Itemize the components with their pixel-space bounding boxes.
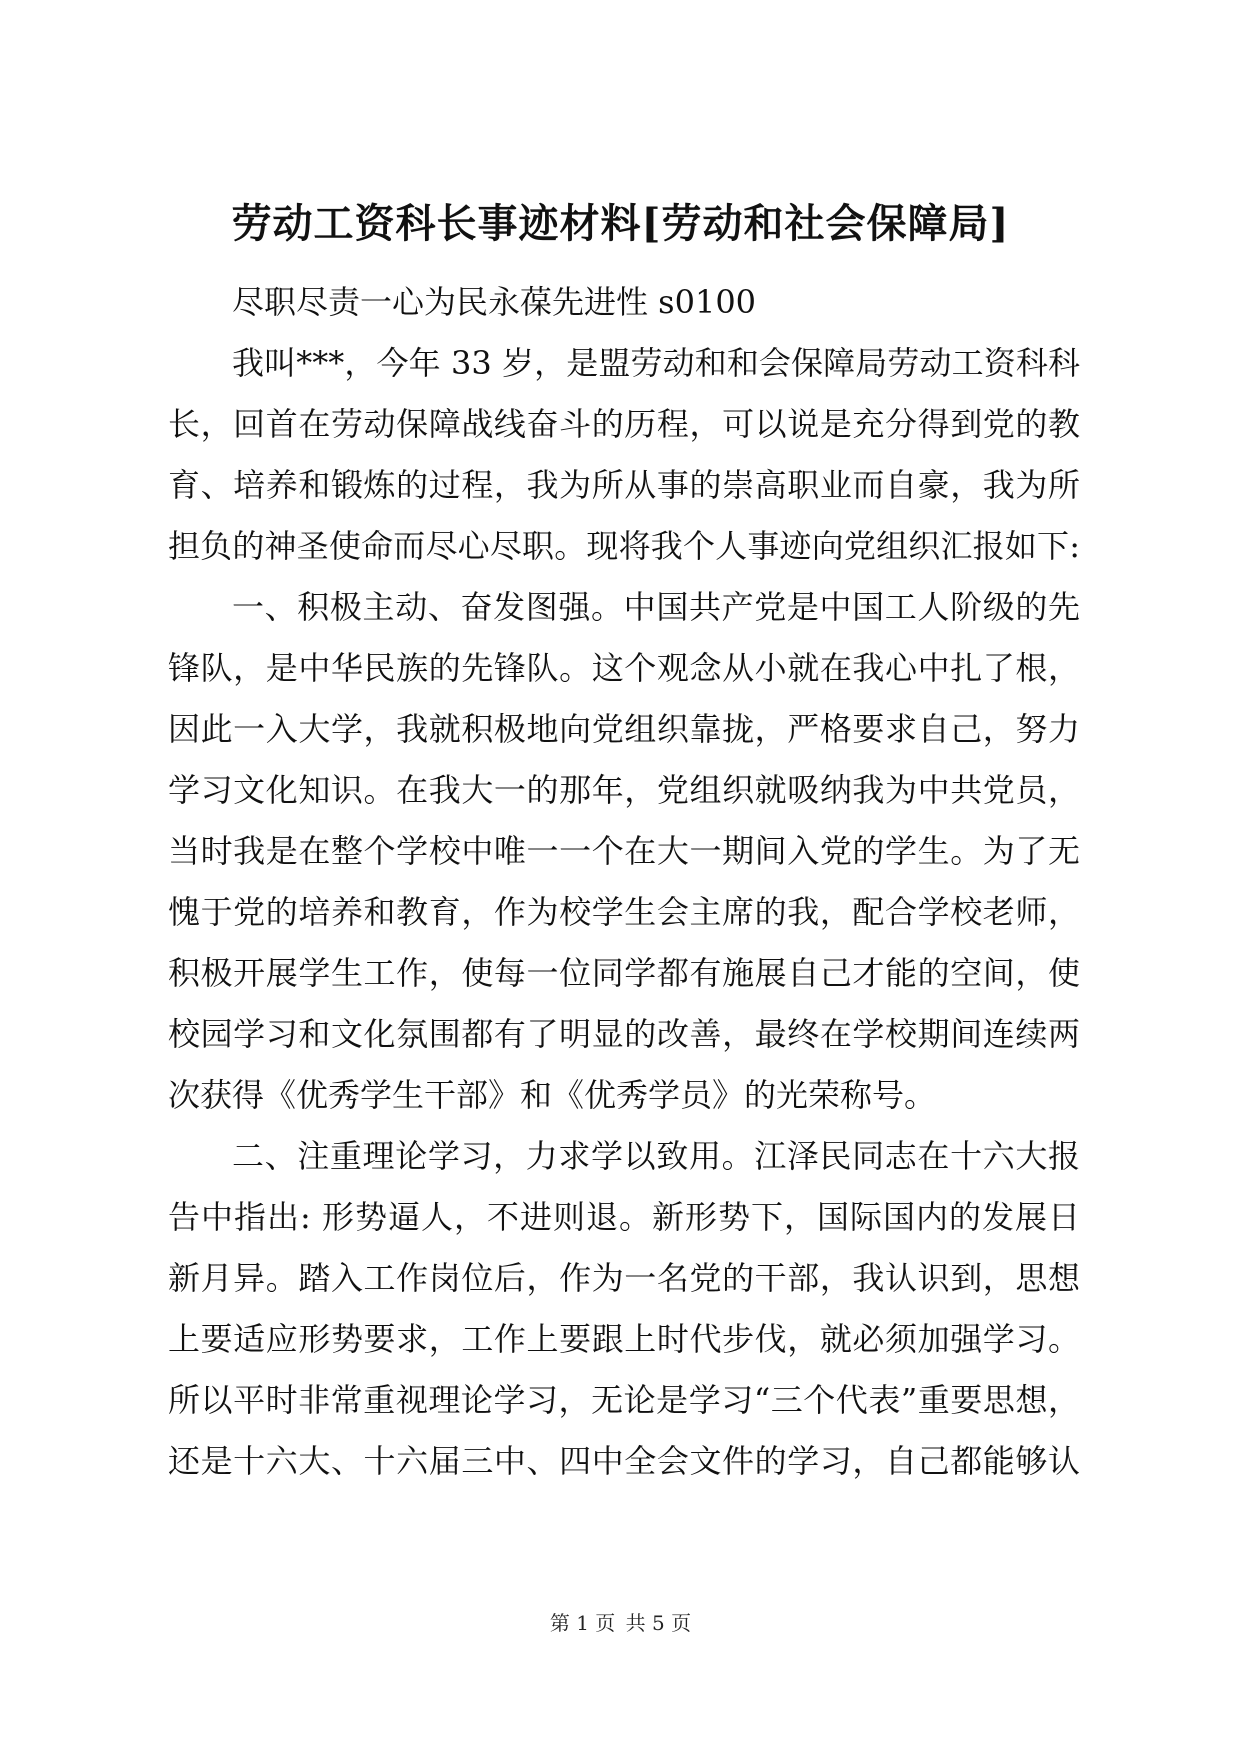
text-line: 上要适应形势要求，工作上要跟上时代步伐，就必须加强学习。 bbox=[168, 1320, 1080, 1358]
page-total: 共 5 页 bbox=[625, 1611, 692, 1635]
text-line: 新月异。踏入工作岗位后，作为一名党的干部，我认识到，思想 bbox=[168, 1259, 1080, 1297]
page-number: 第 1 页 bbox=[549, 1611, 616, 1635]
document-title: 劳动工资科长事迹材料[劳动和社会保障局] bbox=[231, 200, 1010, 247]
text-line: 当时我是在整个学校中唯一一个在大一期间入党的学生。为了无 bbox=[168, 832, 1080, 870]
text-line: 告中指出: 形势逼人，不进则退。新形势下，国际国内的发展日 bbox=[168, 1198, 1080, 1236]
text-line: 育、培养和锻炼的过程，我为所从事的崇高职业而自豪，我为所 bbox=[168, 466, 1080, 504]
text-line: 一、积极主动、奋发图强。中国共产党是中国工人阶级的先 bbox=[232, 588, 1080, 626]
text-line: 二、注重理论学习，力求学以致用。江泽民同志在十六大报 bbox=[232, 1137, 1080, 1175]
text-line: 所以平时非常重视理论学习，无论是学习“三个代表”重要思想， bbox=[168, 1381, 1080, 1419]
text-line: 积极开展学生工作，使每一位同学都有施展自己才能的空间，使 bbox=[168, 954, 1080, 992]
text-line: 还是十六大、十六届三中、四中全会文件的学习，自己都能够认 bbox=[168, 1442, 1080, 1480]
text-line: 次获得《优秀学生干部》和《优秀学员》的光荣称号。 bbox=[168, 1076, 937, 1114]
text-line: 学习文化知识。在我大一的那年，党组织就吸纳我为中共党员， bbox=[168, 771, 1080, 809]
text-line: 担负的神圣使命而尽心尽职。现将我个人事迹向党组织汇报如下: bbox=[168, 527, 1080, 565]
text-line: 我叫***，今年 33 岁，是盟劳动和和会保障局劳动工资科科 bbox=[232, 344, 1080, 382]
text-line: 愧于党的培养和教育，作为校学生会主席的我，配合学校老师， bbox=[168, 893, 1080, 931]
page-footer bbox=[0, 1608, 1241, 1638]
text-line: 尽职尽责一心为民永葆先进性 s0100 bbox=[232, 283, 757, 321]
text-line: 锋队，是中华民族的先锋队。这个观念从小就在我心中扎了根， bbox=[168, 649, 1080, 687]
text-line: 长，回首在劳动保障战线奋斗的历程，可以说是充分得到党的教 bbox=[168, 405, 1080, 443]
text-line: 因此一入大学，我就积极地向党组织靠拢，严格要求自己，努力 bbox=[168, 710, 1080, 748]
document-body bbox=[168, 272, 1080, 1492]
text-line: 校园学习和文化氛围都有了明显的改善，最终在学校期间连续两 bbox=[168, 1015, 1080, 1053]
